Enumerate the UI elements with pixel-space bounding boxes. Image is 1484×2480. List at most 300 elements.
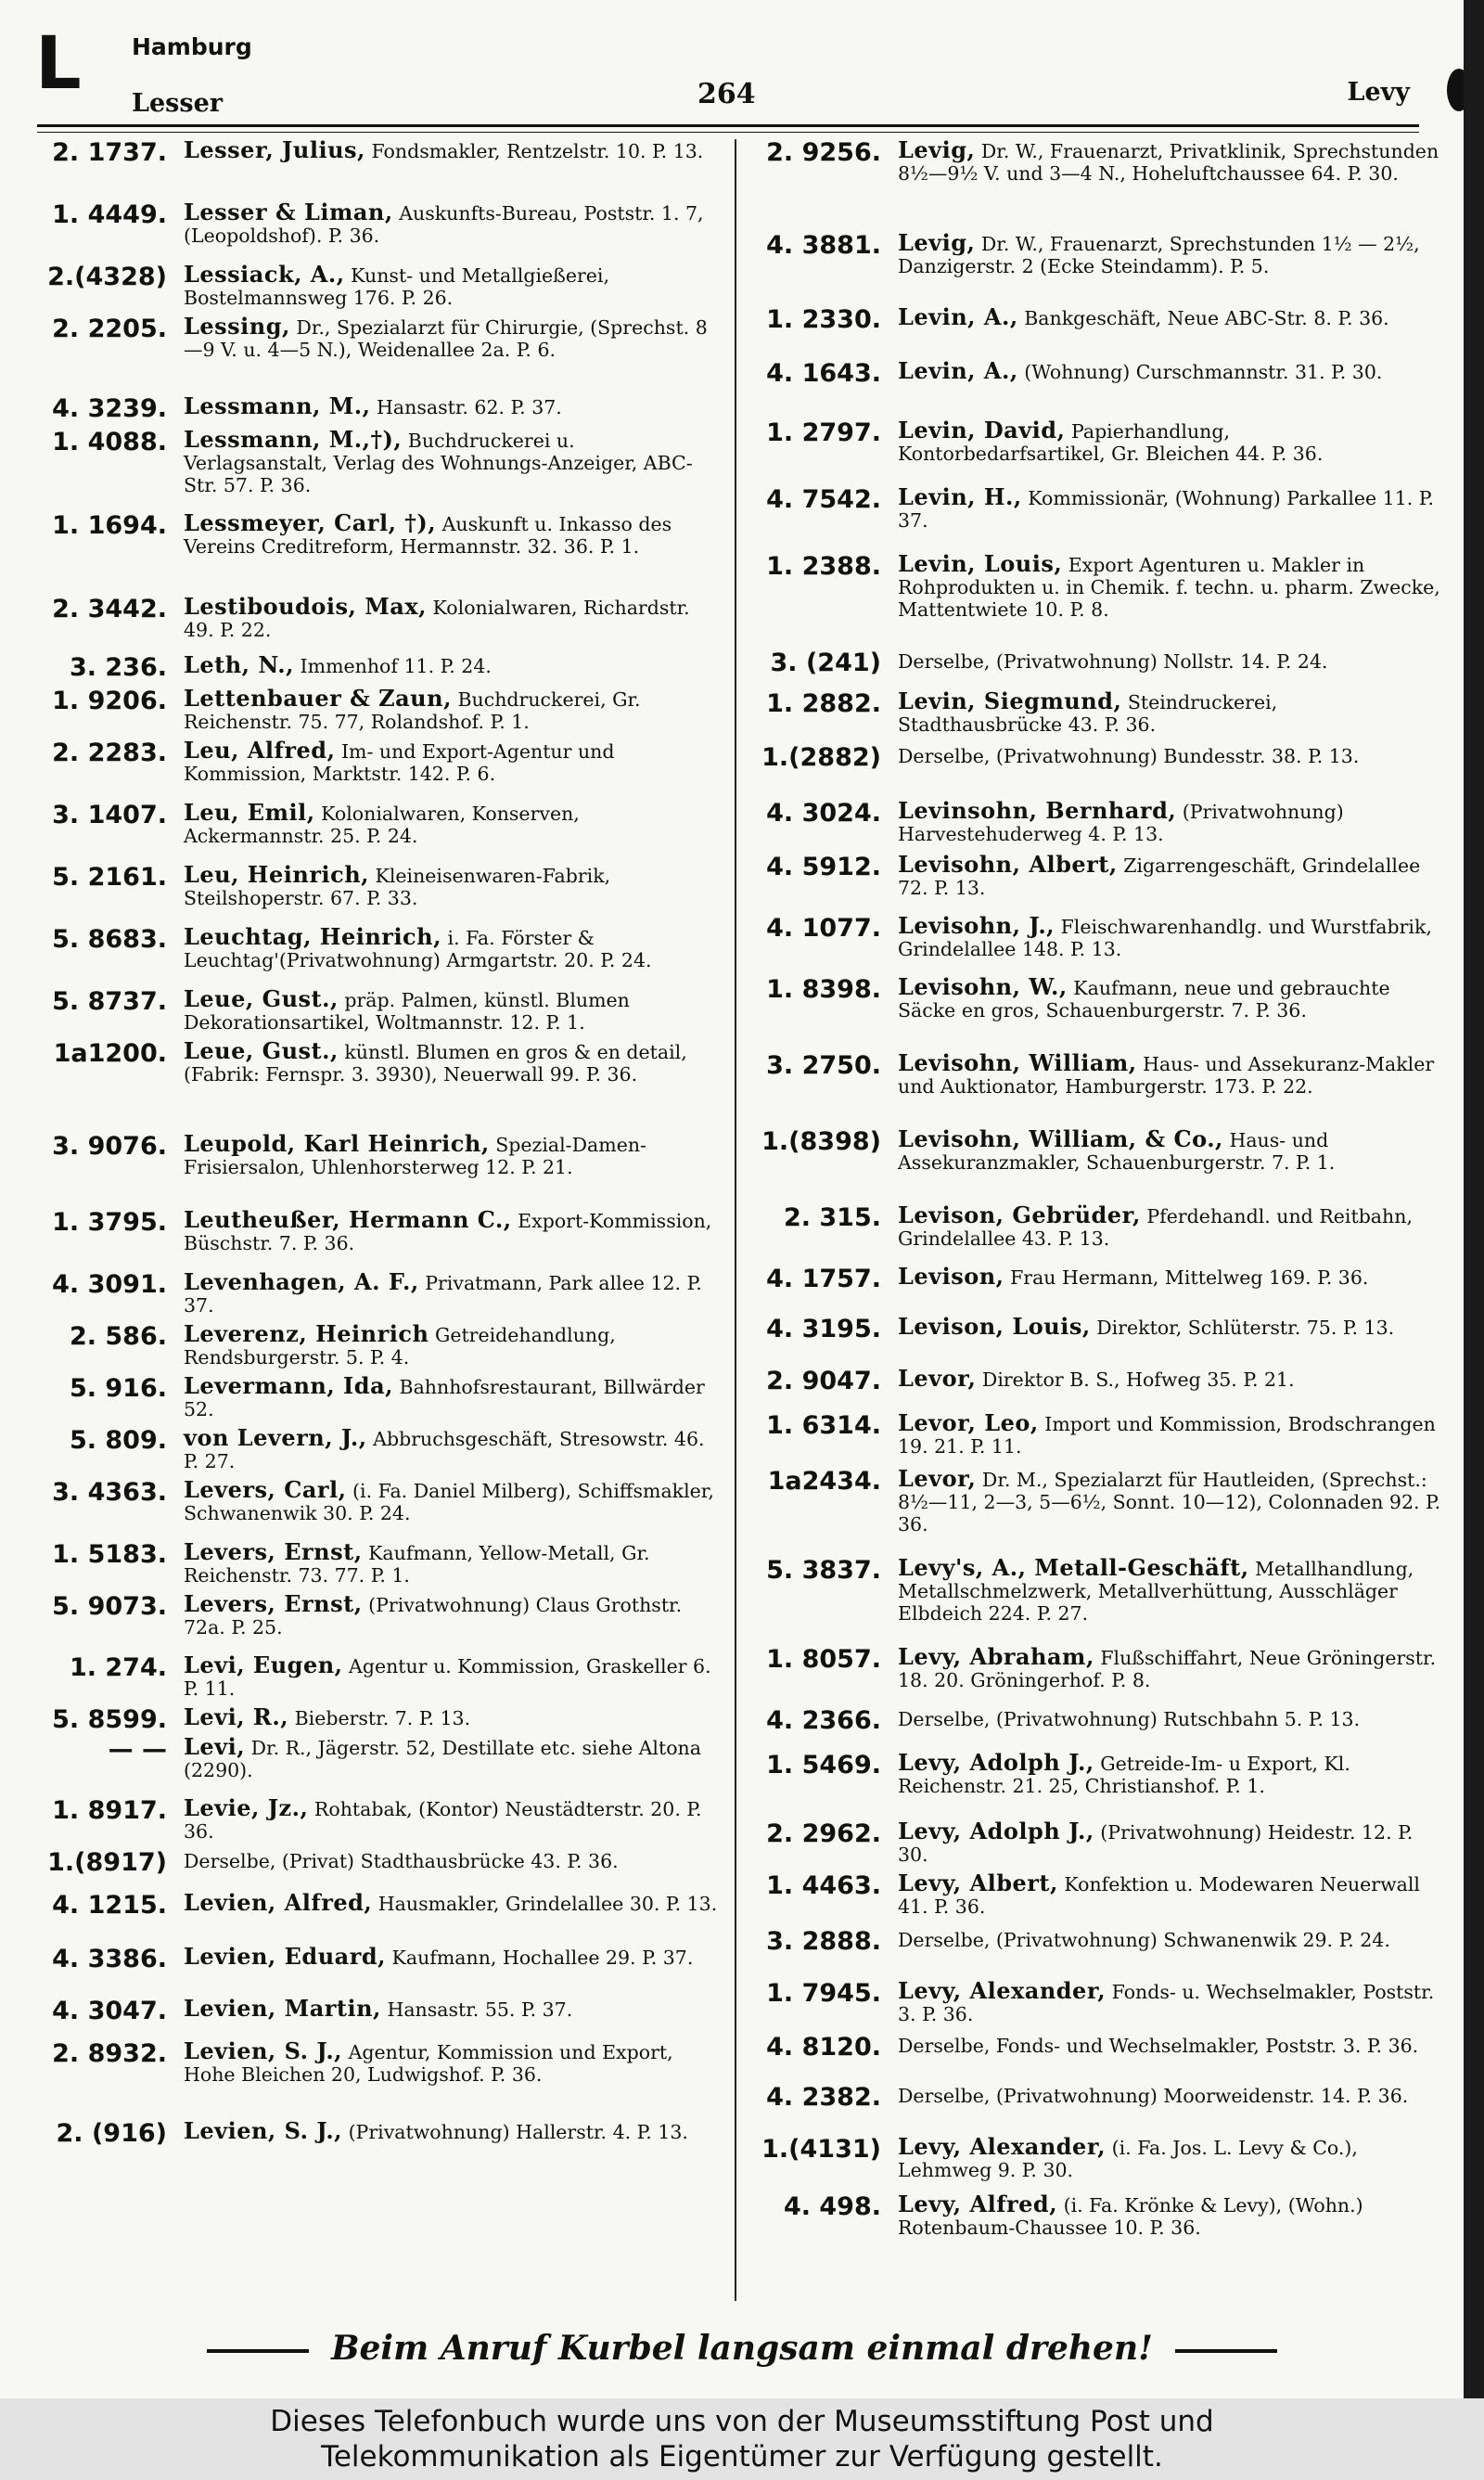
entry-details: (Privatwohnung) Heidestr. 12. P. 30. <box>898 1821 1414 1866</box>
directory-entry <box>749 744 1443 800</box>
entry-details: künstl. Blumen en gros & en detail, (Fabrik: Fernspr. 3. 3930), Neuerwall 99. P. 36. <box>184 1041 687 1086</box>
phone-number: 1a1200. <box>53 1039 167 1068</box>
phone-number: 4. 1215. <box>52 1891 167 1920</box>
slogan-text: Beim Anruf Kurbel langsam einmal drehen! <box>331 2329 1153 2368</box>
first-entry-heading: Lesser <box>132 89 223 118</box>
directory-entry <box>749 229 1443 306</box>
directory-entry <box>749 483 1443 553</box>
entry-details: Derselbe, (Privatwohnung) Moorweidenstr. 14. P. 36. <box>898 2085 1409 2107</box>
subscriber-name: Levin, David, <box>898 417 1066 443</box>
phone-number: 3. 1407. <box>52 801 167 829</box>
subscriber-name: Levermann, Ida, <box>184 1372 393 1399</box>
phone-number: 1. 8917. <box>52 1796 167 1825</box>
subscriber-name: Lesser & Liman, <box>184 199 393 225</box>
phone-number: 4. 3881. <box>766 231 881 260</box>
entry-details: Kleineisenwaren-Fabrik, Steilshoperstr. 67. P. 33. <box>184 865 611 909</box>
entry-text <box>184 799 722 864</box>
entry-text <box>898 1820 1443 1872</box>
entry-details: Kolonialwaren, Konserven, Ackermannstr. 25. P. 24. <box>184 803 580 847</box>
subscriber-name: Levy, Alexander, <box>898 1977 1107 2004</box>
entry-details: Derselbe, (Privatwohnung) Bundesstr. 38. P. 13. <box>898 745 1360 767</box>
entry-details: Import und Kommission, Brodschrangen 19. 21. P. 11. <box>898 1413 1436 1458</box>
phone-number: 2. 9047. <box>766 1367 881 1395</box>
entry-text <box>184 1476 722 1541</box>
entry-details: Im- und Export-Agentur und Kommission, Marktstr. 142. P. 6. <box>184 740 615 785</box>
subscriber-name: Levie, Jz., <box>184 1794 309 1821</box>
phone-number: 1. 5469. <box>766 1751 881 1780</box>
subscriber-name: Levisohn, Albert, <box>898 851 1118 878</box>
directory-entry <box>35 739 722 802</box>
subscriber-name: Levien, S. J., <box>184 2117 343 2144</box>
phone-number: 3. 2750. <box>766 1051 881 1080</box>
directory-entry <box>749 1049 1443 1128</box>
directory-entry <box>749 303 1443 360</box>
entry-details: Direktor B. S., Hofweg 35. P. 21. <box>981 1368 1295 1391</box>
entry-text <box>898 1409 1443 1468</box>
entry-details: Auskunft u. Inkasso des Vereins Creditreform, Hermannstr. 32. 36. P. 1. <box>184 513 672 558</box>
subscriber-name: Levin, Louis, <box>898 550 1063 577</box>
directory-entry <box>749 419 1443 486</box>
subscriber-name: Levy, Albert, <box>898 1870 1058 1896</box>
entry-text <box>184 1130 722 1209</box>
directory-entry <box>749 1928 1443 1980</box>
entry-text <box>184 593 722 654</box>
entry-details: Derselbe, (Privatwohnung) Schwanenwik 29. P. 24. <box>898 1929 1390 1951</box>
phone-number: 1. 8398. <box>766 975 881 1004</box>
entry-text <box>184 1268 722 1323</box>
entry-text <box>898 1201 1443 1266</box>
directory-entry <box>35 1590 722 1654</box>
page-edge-shadow <box>1464 0 1484 2398</box>
directory-entry <box>35 2117 722 2168</box>
phone-number: 1. 4449. <box>52 200 167 229</box>
subscriber-name: Levy, Alexander, <box>898 2133 1107 2160</box>
entry-text <box>898 1643 1443 1707</box>
subscriber-name: Levor, <box>898 1365 977 1392</box>
entry-text <box>898 483 1443 553</box>
phone-number: 2. (916) <box>56 2119 167 2148</box>
entry-details: Konfektion u. Modewaren Neuerwall 41. P. 36. <box>898 1873 1420 1918</box>
directory-entry <box>749 973 1443 1052</box>
entry-details: Hansastr. 62. P. 37. <box>377 396 562 418</box>
entry-text <box>184 1733 722 1797</box>
subscriber-name: Levin, A., <box>898 303 1018 330</box>
entry-text <box>898 1749 1443 1820</box>
phone-number: 2. 2283. <box>52 739 167 767</box>
entry-text <box>898 973 1443 1052</box>
phone-number: 4. 3195. <box>766 1315 881 1343</box>
entry-text <box>184 1590 722 1654</box>
directory-entry <box>749 851 1443 915</box>
left-column <box>35 136 722 2168</box>
subscriber-name: Levin, A., <box>898 357 1018 384</box>
directory-entry <box>749 1643 1443 1707</box>
directory-entry <box>35 426 722 512</box>
copyright-line-1: Dieses Telefonbuch wurde uns von der Museumsstiftung Post und <box>270 2405 1214 2438</box>
phone-number: 4. 1643. <box>766 359 881 388</box>
phone-number: 1. 5183. <box>52 1540 167 1569</box>
entry-details: Buchdruckerei, Gr. Reichenstr. 75. 77, Rolandshof. P. 1. <box>184 688 641 733</box>
entry-text <box>184 2117 722 2168</box>
phone-number: 4. 5912. <box>766 853 881 881</box>
entry-text <box>184 651 722 687</box>
directory-entry <box>749 1365 1443 1412</box>
entry-details: Privatmann, Park allee 12. P. 37. <box>184 1272 702 1317</box>
slogan-dash-left <box>207 2349 309 2353</box>
entry-details: Dr. M., Spezialarzt für Hautleiden, (Sprechst.: 8½—11, 2—3, 5—6½, Sonnt. 10—12), Colonnaden 92. P. 36. <box>898 1469 1441 1536</box>
subscriber-name: Leupold, Karl Heinrich, <box>184 1130 490 1157</box>
entry-text <box>898 2034 1443 2084</box>
phone-number: 5. 3837. <box>766 1556 881 1585</box>
phone-number: 4. 2366. <box>766 1706 881 1735</box>
directory-entry <box>35 1849 722 1892</box>
entry-text <box>898 2133 1443 2193</box>
directory-entry <box>35 201 722 263</box>
subscriber-name: Levin, H., <box>898 483 1022 510</box>
entry-text <box>898 649 1443 690</box>
directory-entry <box>35 1320 722 1375</box>
entry-text <box>184 985 722 1040</box>
entry-text <box>898 1977 1443 2034</box>
entry-details: Bahnhofsrestaurant, Billwärder 52. <box>184 1376 705 1420</box>
subscriber-name: Leu, Heinrich, <box>184 861 369 888</box>
directory-entry <box>35 1733 722 1797</box>
directory-entry <box>35 651 722 687</box>
phone-number: 1. 4088. <box>52 428 167 456</box>
entry-details: Bieberstr. 7. P. 13. <box>294 1707 471 1729</box>
phone-number: 4. 2382. <box>766 2083 881 2112</box>
entry-details: Kunst- und Metallgießerei, Bostelmannsweg 176. P. 26. <box>184 264 610 309</box>
phone-number: 5. 8737. <box>52 987 167 1016</box>
entry-details: Dr. W., Frauenarzt, Sprechstunden 1½ — 2½, Danzigerstr. 2 (Ecke Steindamm). P. 5. <box>898 233 1420 277</box>
directory-entry <box>749 1313 1443 1368</box>
subscriber-name: Levy's, A., Metall-Geschäft, <box>898 1554 1249 1581</box>
subscriber-name: Levien, S. J., <box>184 2037 343 2064</box>
entry-details: Hausmakler, Grindelallee 30. P. 13. <box>377 1893 718 1915</box>
directory-entry <box>35 1889 722 1946</box>
phone-number: 2. 2205. <box>52 315 167 343</box>
directory-entry <box>749 1977 1443 2034</box>
subscriber-name: Levor, Leo, <box>898 1409 1039 1436</box>
phone-number: 2. 3442. <box>52 595 167 623</box>
entry-text <box>898 303 1443 360</box>
section-letter: L <box>35 22 82 106</box>
entry-details: (Privatwohnung) Hallerstr. 4. P. 13. <box>348 2121 688 2143</box>
phone-number: 1a2434. <box>767 1467 881 1496</box>
entry-details: Fonds- u. Wechselmakler, Poststr. 3. P. 36. <box>898 1981 1435 2025</box>
entry-text <box>184 509 722 596</box>
entry-details: Getreide-Im- u Export, Kl. Reichenstr. 21. 25, Christianshof. P. 1. <box>898 1753 1350 1797</box>
phone-number: 4. 8120. <box>766 2033 881 2062</box>
entry-text <box>184 1995 722 2040</box>
directory-entry <box>35 315 722 395</box>
phone-number: 5. 8599. <box>52 1705 167 1734</box>
entry-details: präp. Palmen, künstl. Blumen Dekorationsartikel, Woltmannstr. 12. P. 1. <box>184 989 630 1034</box>
directory-entry <box>749 1263 1443 1316</box>
phone-number: 5. 809. <box>69 1426 167 1455</box>
entry-details: Immenhof 11. P. 24. <box>300 655 492 677</box>
header-rule <box>37 124 1419 127</box>
subscriber-name: Leuchtag, Heinrich, <box>184 923 441 950</box>
entry-details: Pferdehandl. und Reitbahn, Grindelallee 43. P. 13. <box>898 1205 1413 1250</box>
subscriber-name: Levor, <box>898 1465 977 1492</box>
entry-details: Kaufmann, Hochallee 29. P. 37. <box>391 1947 694 1969</box>
directory-entry <box>35 861 722 926</box>
entry-details: (i. Fa. Jos. L. Levy & Co.), Lehmweg 9. P. 30. <box>898 2137 1358 2181</box>
entry-details: Kommissionär, (Wohnung) Parkallee 11. P. 37. <box>898 487 1434 532</box>
entry-text <box>898 851 1443 915</box>
phone-number: 5. 916. <box>69 1374 167 1403</box>
phone-number: 2. 2962. <box>766 1819 881 1848</box>
directory-entry <box>35 985 722 1040</box>
subscriber-name: Leutheußer, Hermann C., <box>184 1206 512 1233</box>
phone-number: 4. 3239. <box>52 394 167 423</box>
entry-details: Agentur u. Kommission, Graskeller 6. P. 11. <box>184 1655 711 1700</box>
directory-entry <box>35 1651 722 1706</box>
directory-entry <box>749 1749 1443 1820</box>
directory-entry <box>35 1995 722 2040</box>
phone-number: 4. 1757. <box>766 1265 881 1293</box>
directory-entry <box>35 263 722 315</box>
entry-details: Derselbe, Fonds- und Wechselmakler, Poststr. 3. P. 36. <box>898 2035 1419 2057</box>
directory-entry <box>749 687 1443 744</box>
entry-details: i. Fa. Förster & Leuchtag'(Privatwohnung) Armgartstr. 20. P. 24. <box>184 927 652 971</box>
subscriber-name: Levers, Carl, <box>184 1476 347 1503</box>
directory-entry <box>749 1201 1443 1266</box>
subscriber-name: Lessmann, M., <box>184 392 371 419</box>
entry-text <box>898 1928 1443 1980</box>
entry-text <box>184 263 722 315</box>
subscriber-name: Levien, Martin, <box>184 1995 381 2022</box>
entry-details: Dr., Spezialarzt für Chirurgie, (Sprechst. 8—9 V. u. 4—5 N.), Weidenallee 2a. P. 6. <box>184 316 708 361</box>
subscriber-name: Levien, Alfred, <box>184 1889 373 1916</box>
entry-text <box>184 136 722 201</box>
entry-details: Hansastr. 55. P. 37. <box>387 1998 573 2021</box>
phone-number: 4. 3047. <box>52 1997 167 2025</box>
entry-details: Buchdruckerei u. Verlagsanstalt, Verlag des Wohnungs-Anzeiger, ABC-Str. 57. P. 36. <box>184 430 693 496</box>
directory-entry <box>749 797 1443 854</box>
directory-entry <box>35 1538 722 1593</box>
subscriber-name: Levisohn, William, <box>898 1049 1137 1076</box>
subscriber-name: Levison, Gebrüder, <box>898 1201 1141 1228</box>
directory-entry <box>749 2133 1443 2193</box>
phone-number: 2. 9256. <box>766 138 881 167</box>
directory-entry <box>35 593 722 654</box>
entry-details: (i. Fa. Daniel Milberg), Schiffsmakler, Schwanenwik 30. P. 24. <box>184 1480 714 1524</box>
entry-details: Steindruckerei, Stadthausbrücke 43. P. 36. <box>898 691 1278 736</box>
entry-text <box>184 315 722 395</box>
subscriber-name: Levi, <box>184 1733 246 1760</box>
page-number: 264 <box>697 78 756 110</box>
directory-entry <box>749 2034 1443 2084</box>
directory-entry <box>35 1424 722 1479</box>
directory-entry <box>35 1476 722 1541</box>
subscriber-name: Leue, Gust., <box>184 985 339 1012</box>
subscriber-name: Levinsohn, Bernhard, <box>898 797 1177 824</box>
entry-text <box>184 1538 722 1593</box>
subscriber-name: Lettenbauer & Zaun, <box>184 685 452 712</box>
entry-text <box>184 1943 722 1998</box>
subscriber-name: Leverenz, Heinrich <box>184 1320 429 1347</box>
subscriber-name: Leth, N., <box>184 651 295 678</box>
entry-text <box>898 419 1443 486</box>
phone-number: — — <box>108 1735 167 1764</box>
directory-entry <box>749 1872 1443 1928</box>
phone-number: 3. 9076. <box>52 1132 167 1161</box>
entry-details: Haus- und Assekuranzmakler, Schauenburgerstr. 7. P. 1. <box>898 1129 1336 1174</box>
phone-number: 3. 236. <box>69 653 167 682</box>
entry-details: Derselbe, (Privat) Stadthausbrücke 43. P. 36. <box>184 1850 619 1872</box>
phone-number: 1. 9206. <box>52 687 167 715</box>
subscriber-name: Levy, Adolph J., <box>898 1818 1094 1844</box>
entry-text <box>184 392 722 429</box>
phone-number: 4. 3386. <box>52 1945 167 1973</box>
entry-text <box>184 687 722 739</box>
entry-details: Auskunfts-Bureau, Poststr. 1. 7, (Leopoldshof). P. 36. <box>184 202 704 247</box>
entry-details: Export Agenturen u. Makler in Rohprodukten u. in Chemik. f. techn. u. pharm. Zwecke, Mattentwiete 10. P. 8. <box>898 554 1440 621</box>
subscriber-name: Levy, Abraham, <box>898 1643 1094 1670</box>
slogan-dash-right <box>1175 2349 1277 2353</box>
phone-number: 4. 3024. <box>766 799 881 828</box>
entry-details: Dr. R., Jägerstr. 52, Destillate etc. siehe Altona (2290). <box>184 1737 701 1781</box>
city-heading: Hamburg <box>132 33 252 60</box>
last-entry-heading: Levy <box>1347 78 1410 107</box>
directory-entry <box>749 912 1443 976</box>
directory-entry <box>749 1125 1443 1204</box>
entry-details: Getreidehandlung, Rendsburgerstr. 5. P. 4. <box>184 1324 616 1368</box>
entry-details: Abbruchsgeschäft, Stresowstr. 46. P. 27. <box>184 1428 705 1472</box>
entry-text <box>184 1889 722 1946</box>
directory-entry <box>35 1130 722 1209</box>
phone-number: 4. 498. <box>783 2192 881 2221</box>
subscriber-name: von Levern, J., <box>184 1424 367 1451</box>
entry-text <box>898 797 1443 854</box>
phone-number: 1.(8917) <box>47 1848 167 1877</box>
footer-slogan <box>0 2329 1484 2368</box>
phone-number: 1.(2882) <box>761 743 881 772</box>
directory-entry <box>35 1037 722 1133</box>
phone-number: 1.(8398) <box>761 1127 881 1156</box>
subscriber-name: Levers, Ernst, <box>184 1590 363 1617</box>
entry-details: Flußschiffahrt, Neue Gröningerstr. 18. 20. Gröningerhof. P. 8. <box>898 1647 1437 1691</box>
entry-text <box>898 2084 1443 2136</box>
directory-entry <box>35 1943 722 1998</box>
subscriber-name: Levy, Adolph J., <box>898 1749 1094 1776</box>
phone-number: 3. 4363. <box>52 1478 167 1507</box>
entry-text <box>898 1872 1443 1928</box>
entry-text <box>898 1365 1443 1412</box>
subscriber-name: Lessmeyer, Carl, †), <box>184 509 437 536</box>
directory-entry <box>749 649 1443 690</box>
phone-number: 2.(4328) <box>47 263 167 291</box>
column-divider <box>735 139 736 2301</box>
entry-details: Bankgeschäft, Neue ABC-Str. 8. P. 36. <box>1024 307 1389 329</box>
subscriber-name: Levisohn, William, & Co., <box>898 1125 1223 1152</box>
subscriber-name: Leue, Gust., <box>184 1037 339 1064</box>
directory-entry <box>35 799 722 864</box>
entry-text <box>898 1707 1443 1752</box>
entry-text <box>184 861 722 926</box>
entry-text <box>184 1037 722 1133</box>
phone-number: 1. 2882. <box>766 689 881 718</box>
subscriber-name: Lessiack, A., <box>184 261 345 288</box>
entry-details: Haus- und Assekuranz-Makler und Auktionator, Hamburgerstr. 173. P. 22. <box>898 1053 1435 1098</box>
phone-number: 1. 2797. <box>766 418 881 447</box>
entry-details: Dr. W., Frauenarzt, Privatklinik, Sprechstunden 8½—9½ V. und 3—4 N., Hoheluftchaussee 64. P. 30. <box>898 140 1439 185</box>
entry-details: Spezial-Damen-Frisiersalon, Uhlenhorsterweg 12. P. 21. <box>184 1134 646 1178</box>
phone-number: 3. 2888. <box>766 1927 881 1956</box>
phone-number: 1. 4463. <box>766 1871 881 1900</box>
subscriber-name: Leu, Alfred, <box>184 737 336 764</box>
directory-entry <box>35 392 722 429</box>
subscriber-name: Levisohn, J., <box>898 912 1055 939</box>
directory-entry <box>749 1409 1443 1468</box>
subscriber-name: Levi, Eugen, <box>184 1651 343 1678</box>
entry-text <box>898 1313 1443 1368</box>
entry-details: Rohtabak, (Kontor) Neustädterstr. 20. P. 36. <box>184 1798 702 1843</box>
entry-details: (Privatwohnung) Harvestehuderweg 4. P. 13. <box>898 801 1344 845</box>
entry-details: (Privatwohnung) Claus Grothstr. 72a. P. 25. <box>184 1594 683 1638</box>
phone-number: 1.(4131) <box>761 2135 881 2164</box>
entry-text <box>898 1125 1443 1204</box>
phone-number: 2. 8932. <box>52 2039 167 2068</box>
entry-text <box>184 1424 722 1479</box>
phone-number: 1. 7945. <box>766 1979 881 2008</box>
entry-text <box>898 1465 1443 1557</box>
subscriber-name: Levison, Louis, <box>898 1313 1091 1340</box>
entry-text <box>898 912 1443 976</box>
entry-text <box>184 1703 722 1736</box>
entry-text <box>184 1849 722 1892</box>
entry-details: (Wohnung) Curschmannstr. 31. P. 30. <box>1024 361 1383 383</box>
directory-entry <box>35 923 722 988</box>
entry-text <box>184 1651 722 1706</box>
entry-text <box>898 357 1443 419</box>
entry-details: Derselbe, (Privatwohnung) Nollstr. 14. P. 24. <box>898 650 1328 673</box>
entry-text <box>898 1554 1443 1646</box>
entry-details: Metallhandlung, Metallschmelzwerk, Metallverhüttung, Ausschläger Elbdeich 224. P. 27. <box>898 1558 1414 1625</box>
right-column <box>749 136 1443 2249</box>
entry-details: Direktor, Schlüterstr. 75. P. 13. <box>1096 1317 1395 1339</box>
subscriber-name: Levin, Siegmund, <box>898 687 1122 714</box>
entry-details: Fondsmakler, Rentzelstr. 10. P. 13. <box>371 140 704 162</box>
phone-number: 4. 3091. <box>52 1270 167 1299</box>
subscriber-name: Leu, Emil, <box>184 799 315 826</box>
entry-text <box>898 229 1443 306</box>
entry-text <box>184 1372 722 1427</box>
entry-text <box>898 1049 1443 1128</box>
directory-entry <box>35 1794 722 1849</box>
subscriber-name: Lessmann, M.,†), <box>184 426 403 453</box>
copyright-banner <box>0 2398 1484 2480</box>
entry-text <box>184 201 722 263</box>
subscriber-name: Levers, Ernst, <box>184 1538 363 1565</box>
directory-entry <box>749 550 1443 649</box>
phone-number: 4. 1077. <box>766 914 881 943</box>
directory-entry <box>749 1554 1443 1646</box>
entry-text <box>184 1206 722 1271</box>
subscriber-name: Levig, <box>898 136 976 163</box>
entry-details: Derselbe, (Privatwohnung) Rutschbahn 5. P. 13. <box>898 1708 1361 1730</box>
phone-number: 2. 586. <box>69 1322 167 1351</box>
directory-entry <box>749 1707 1443 1752</box>
subscriber-name: Lesser, Julius, <box>184 136 365 163</box>
phone-number: 3. (241) <box>770 649 881 677</box>
entry-text <box>184 923 722 988</box>
phone-number: 1. 2388. <box>766 552 881 581</box>
subscriber-name: Lessing, <box>184 313 290 340</box>
subscriber-name: Levy, Alfred, <box>898 2191 1058 2217</box>
